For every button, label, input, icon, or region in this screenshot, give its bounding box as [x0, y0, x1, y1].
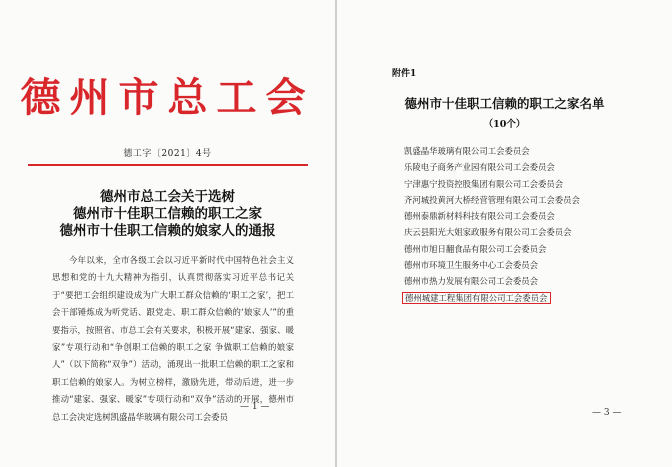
unit-name: 德州市热力发展有限公司工会委员会: [404, 276, 538, 287]
list-count: （10个）: [483, 119, 526, 130]
doc-number: 德工字〔2021〕4号: [123, 149, 212, 159]
unit-list-item: [402, 143, 582, 159]
unit-name: 德州泰鼎新材料科技有限公司工会委员会: [404, 211, 555, 222]
list-title: 德州市十佳职工信赖的职工之家名单: [404, 96, 605, 111]
unit-name: 宁津惠宁投资控股集团有限公司工会委员会: [404, 178, 564, 189]
unit-list-item: [402, 241, 582, 257]
unit-name: 德州市旭日翻食品有限公司工会委员会: [404, 243, 547, 254]
unit-list: [402, 143, 582, 306]
unit-name: 齐河城投黄河大桥经营管理有限公司工会委员会: [404, 194, 580, 205]
page-1: [0, 0, 335, 467]
annex-label: 附件1: [392, 69, 417, 79]
unit-list-item-highlighted: [402, 290, 582, 306]
unit-list-item: [402, 208, 582, 224]
page-number: — 3 —: [592, 408, 622, 418]
body-paragraph: 今年以来，全市各级工会以习近平新时代中国特色社会主义思想和党的十九大精神为指引，认真贯彻落实习近平总书记关于“要把工会组织建设成为广大职工群众信赖的‘职工之家’，把工会干部锤炼成为听党话、跟党走、职工群众信赖的‘娘家人’”的重要指示，按照省、市总工会有关要求，积极开展“建家、强家、暖家”专项行动和“争创职工信赖的职工之家 争做职工信赖的娘家人”（以下简称“双争”）活动，涌现出一批职工信赖的职工之家和职工信赖的娘家人。为树立榜样，激励先进，带动后进，进一步推动“建家、强家、暖家”专项行动和“双争”活动的开展，德州市总工会决定选树凯盛晶华玻璃有限公司工会委员: [52, 255, 294, 422]
unit-list-item: [402, 273, 582, 289]
headline-line-2: 德州市十佳职工信赖的职工之家: [73, 206, 262, 222]
headline-line-3: 德州市十佳职工信赖的娘家人的通报: [59, 223, 276, 239]
page-3: [337, 0, 672, 467]
unit-list-item: [402, 159, 582, 175]
unit-list-item: [402, 257, 582, 273]
unit-list-item: [402, 176, 582, 192]
unit-list-item: [402, 192, 582, 208]
page-number: — 1 —: [240, 402, 270, 412]
unit-name: 德州市环境卫生服务中心工会委员会: [404, 260, 538, 271]
unit-name: 凯盛晶华玻璃有限公司工会委员会: [404, 146, 530, 156]
org-title: 德州市总工会: [20, 74, 315, 121]
unit-list-item: [402, 224, 582, 240]
red-divider: [28, 164, 308, 166]
unit-name: 乐陵电子商务产业园有限公司工会委员会: [404, 162, 555, 173]
headline-line-1: 德州市总工会关于选树: [100, 189, 235, 205]
unit-name: 德州城建工程集团有限公司工会委员会: [402, 292, 551, 304]
unit-name: 庆云县阳光大姐家政服务有限公司工会委员会: [404, 227, 572, 238]
